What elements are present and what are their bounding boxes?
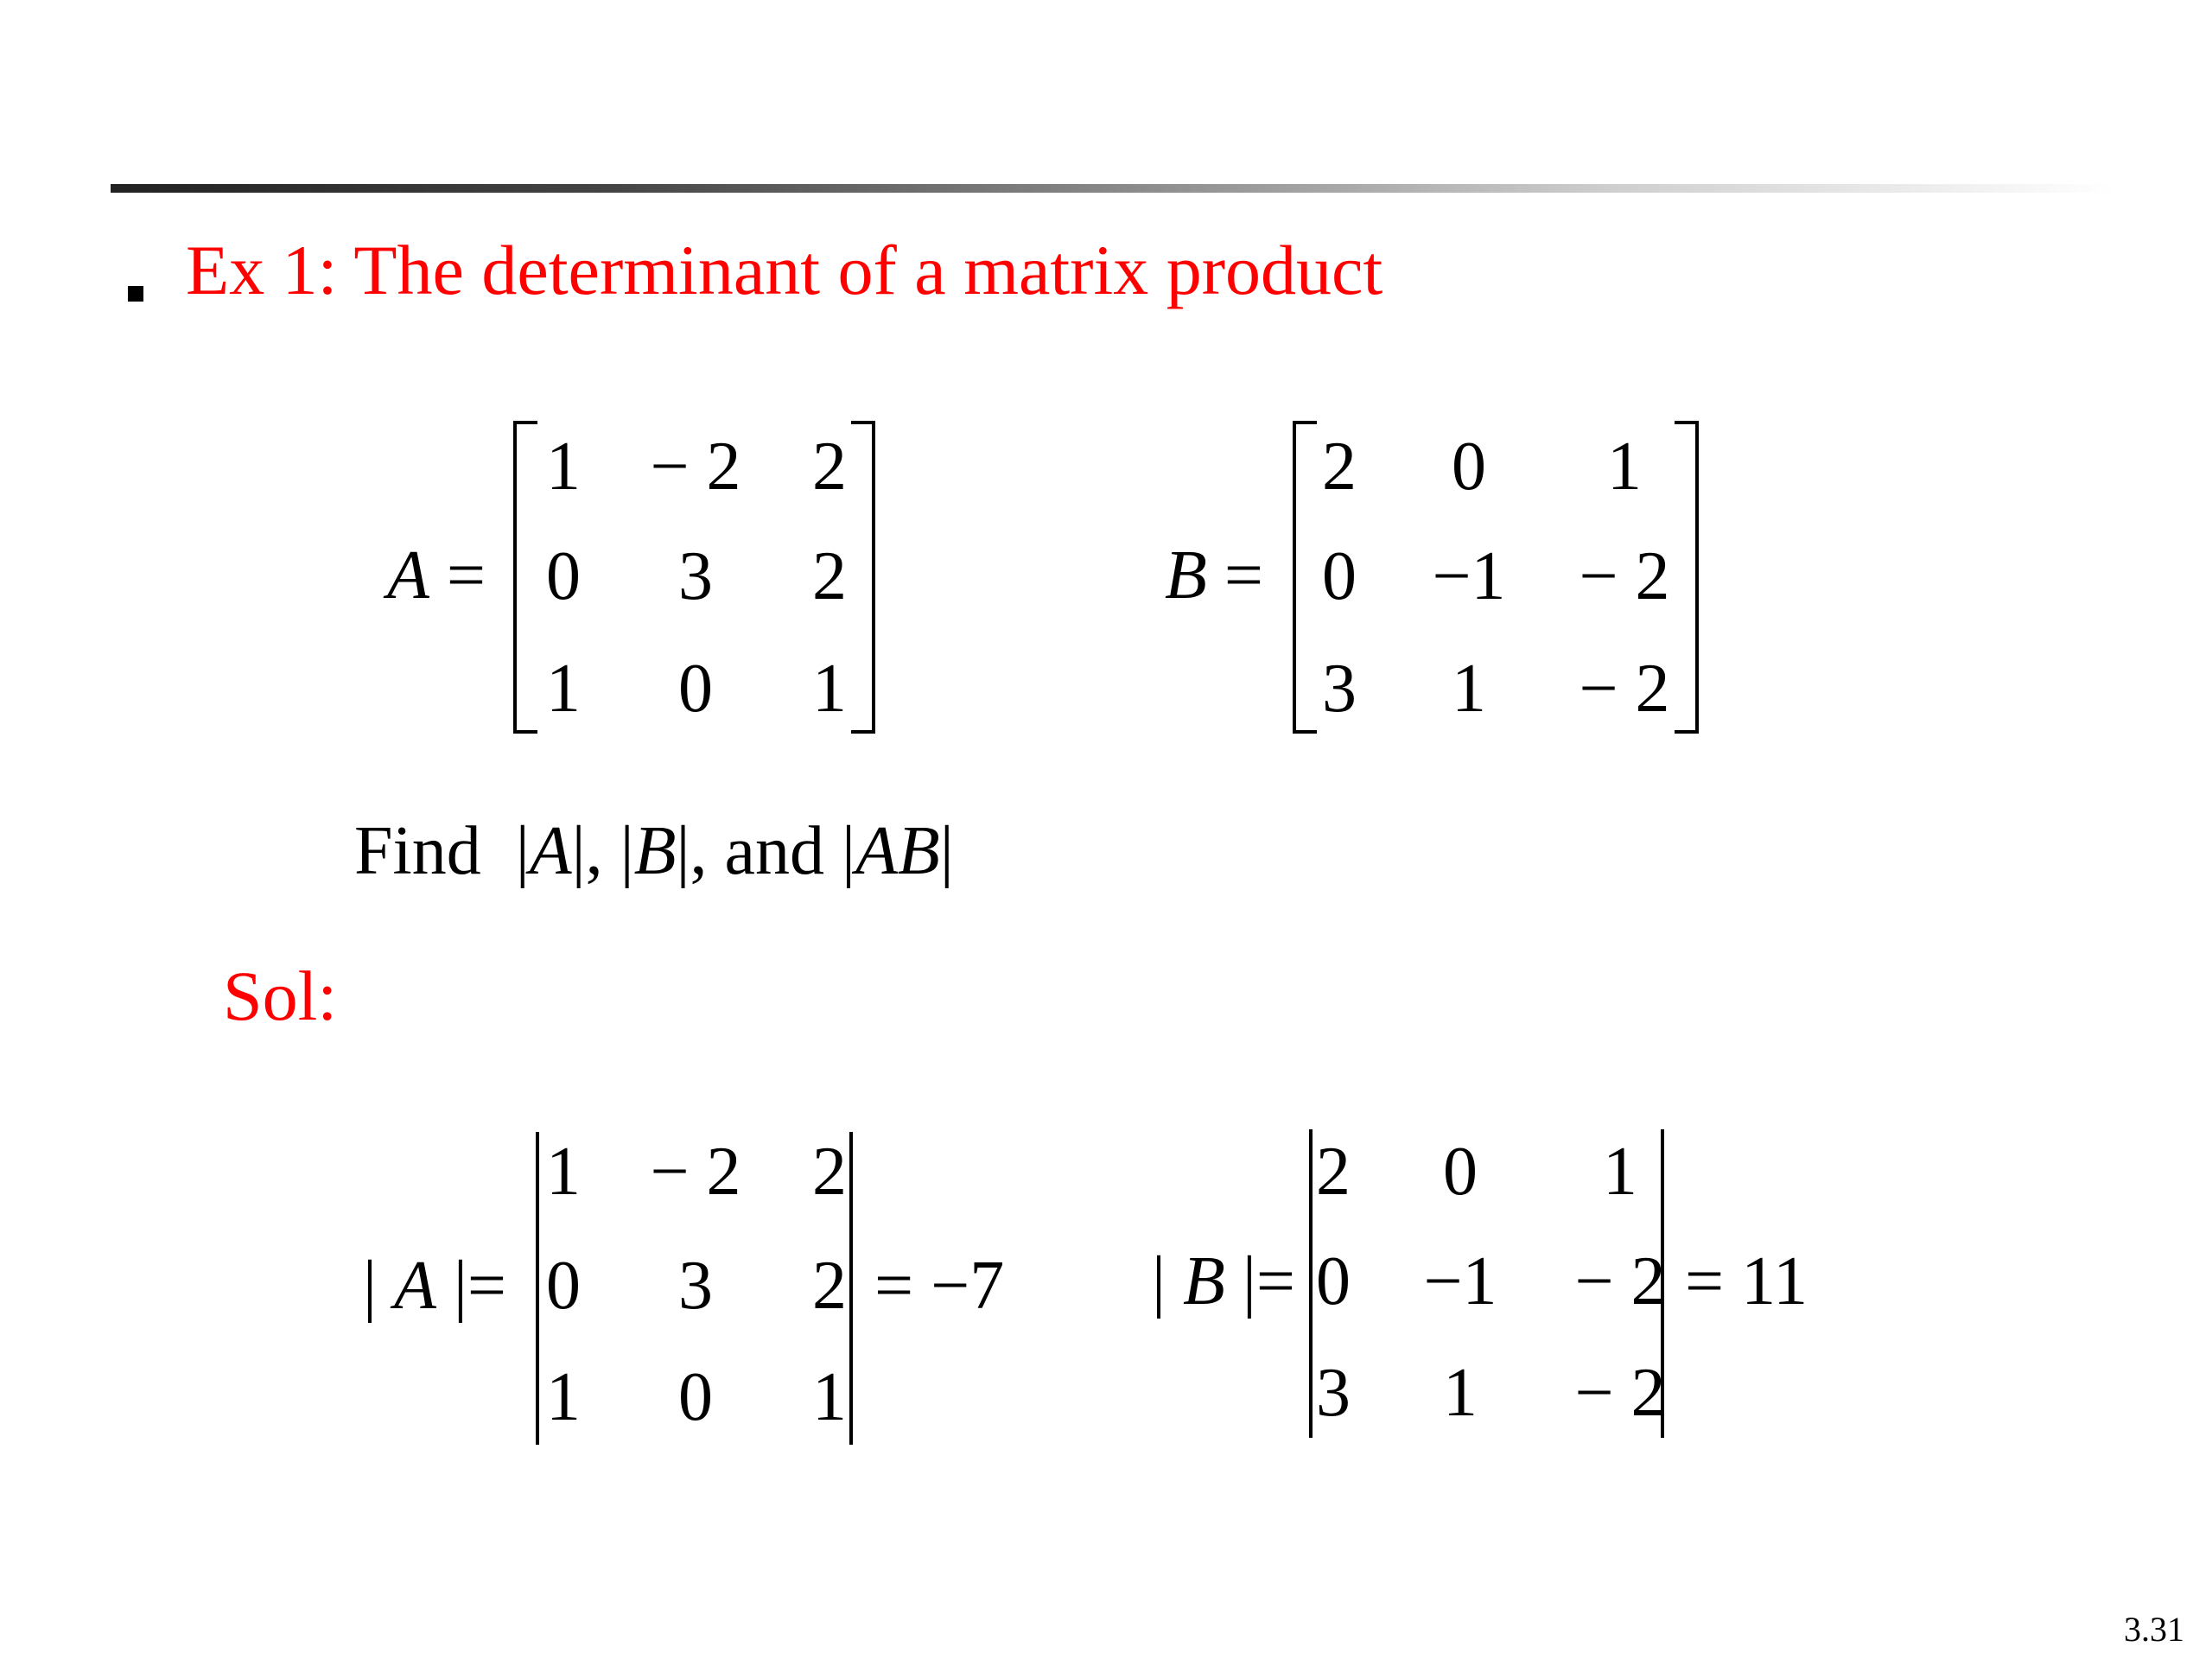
matrix-cell: 1: [812, 1359, 847, 1435]
matrix-cell: 2: [812, 1248, 847, 1324]
matrix-cell: 3: [1316, 1355, 1351, 1431]
det-b-result: = 11: [1685, 1243, 1808, 1319]
matrix-cell: 1: [546, 1359, 581, 1435]
matrix-cell: 0: [678, 651, 713, 727]
matrix-cell: 1: [812, 651, 847, 727]
matrix-cell: 1: [1452, 651, 1486, 727]
matrix-cell: 0: [678, 1359, 713, 1435]
matrix-cell: 2: [1322, 429, 1357, 505]
matrix-cell: 0: [1443, 1134, 1478, 1210]
matrix-cell: 2: [812, 429, 847, 505]
matrix-cell: 1: [546, 1134, 581, 1210]
matrix-cell: − 2: [1579, 538, 1670, 614]
matrix-b-left-bracket: [1293, 421, 1317, 734]
matrix-cell: − 2: [1574, 1355, 1666, 1431]
matrix-b-right-bracket: [1675, 421, 1699, 734]
det-a-left-bar: [536, 1132, 539, 1445]
matrix-cell: 0: [1316, 1243, 1351, 1319]
matrix-cell: 0: [546, 1248, 581, 1324]
det-a-label: | A |=: [363, 1248, 507, 1324]
matrix-cell: 1: [546, 651, 581, 727]
bullet-square-icon: [128, 286, 143, 302]
det-b-left-bar: [1309, 1129, 1313, 1438]
matrix-cell: 2: [812, 538, 847, 614]
matrix-cell: −1: [1423, 1243, 1497, 1319]
page-number: 3.31: [2124, 1610, 2184, 1649]
matrix-cell: − 2: [650, 1134, 741, 1210]
det-b-label: | B |=: [1152, 1243, 1296, 1319]
slide-title: Ex 1: The determinant of a matrix product: [186, 231, 1383, 309]
matrix-cell: −1: [1432, 538, 1506, 614]
matrix-cell: 2: [1316, 1134, 1351, 1210]
matrix-cell: 3: [678, 538, 713, 614]
matrix-cell: 0: [546, 538, 581, 614]
find-statement: Find |A|, |B|, and |AB|: [354, 813, 954, 889]
matrix-cell: 0: [1452, 429, 1486, 505]
matrix-cell: 1: [1443, 1355, 1478, 1431]
matrix-a-right-bracket: [851, 421, 875, 734]
matrix-cell: 3: [678, 1248, 713, 1324]
matrix-a-left-bracket: [513, 421, 537, 734]
det-a-right-bar: [849, 1132, 853, 1445]
matrix-cell: 2: [812, 1134, 847, 1210]
det-a-result: = −7: [874, 1248, 1005, 1324]
solution-label: Sol:: [223, 957, 338, 1035]
matrix-a-label: A =: [387, 537, 486, 613]
matrix-cell: 1: [1607, 429, 1642, 505]
matrix-b-label: B =: [1165, 537, 1263, 613]
matrix-cell: − 2: [1579, 651, 1670, 727]
matrix-cell: − 2: [1574, 1243, 1666, 1319]
title-divider: [111, 184, 2115, 193]
matrix-cell: 3: [1322, 651, 1357, 727]
matrix-cell: − 2: [650, 429, 741, 505]
matrix-cell: 0: [1322, 538, 1357, 614]
matrix-cell: 1: [1603, 1134, 1637, 1210]
matrix-cell: 1: [546, 429, 581, 505]
